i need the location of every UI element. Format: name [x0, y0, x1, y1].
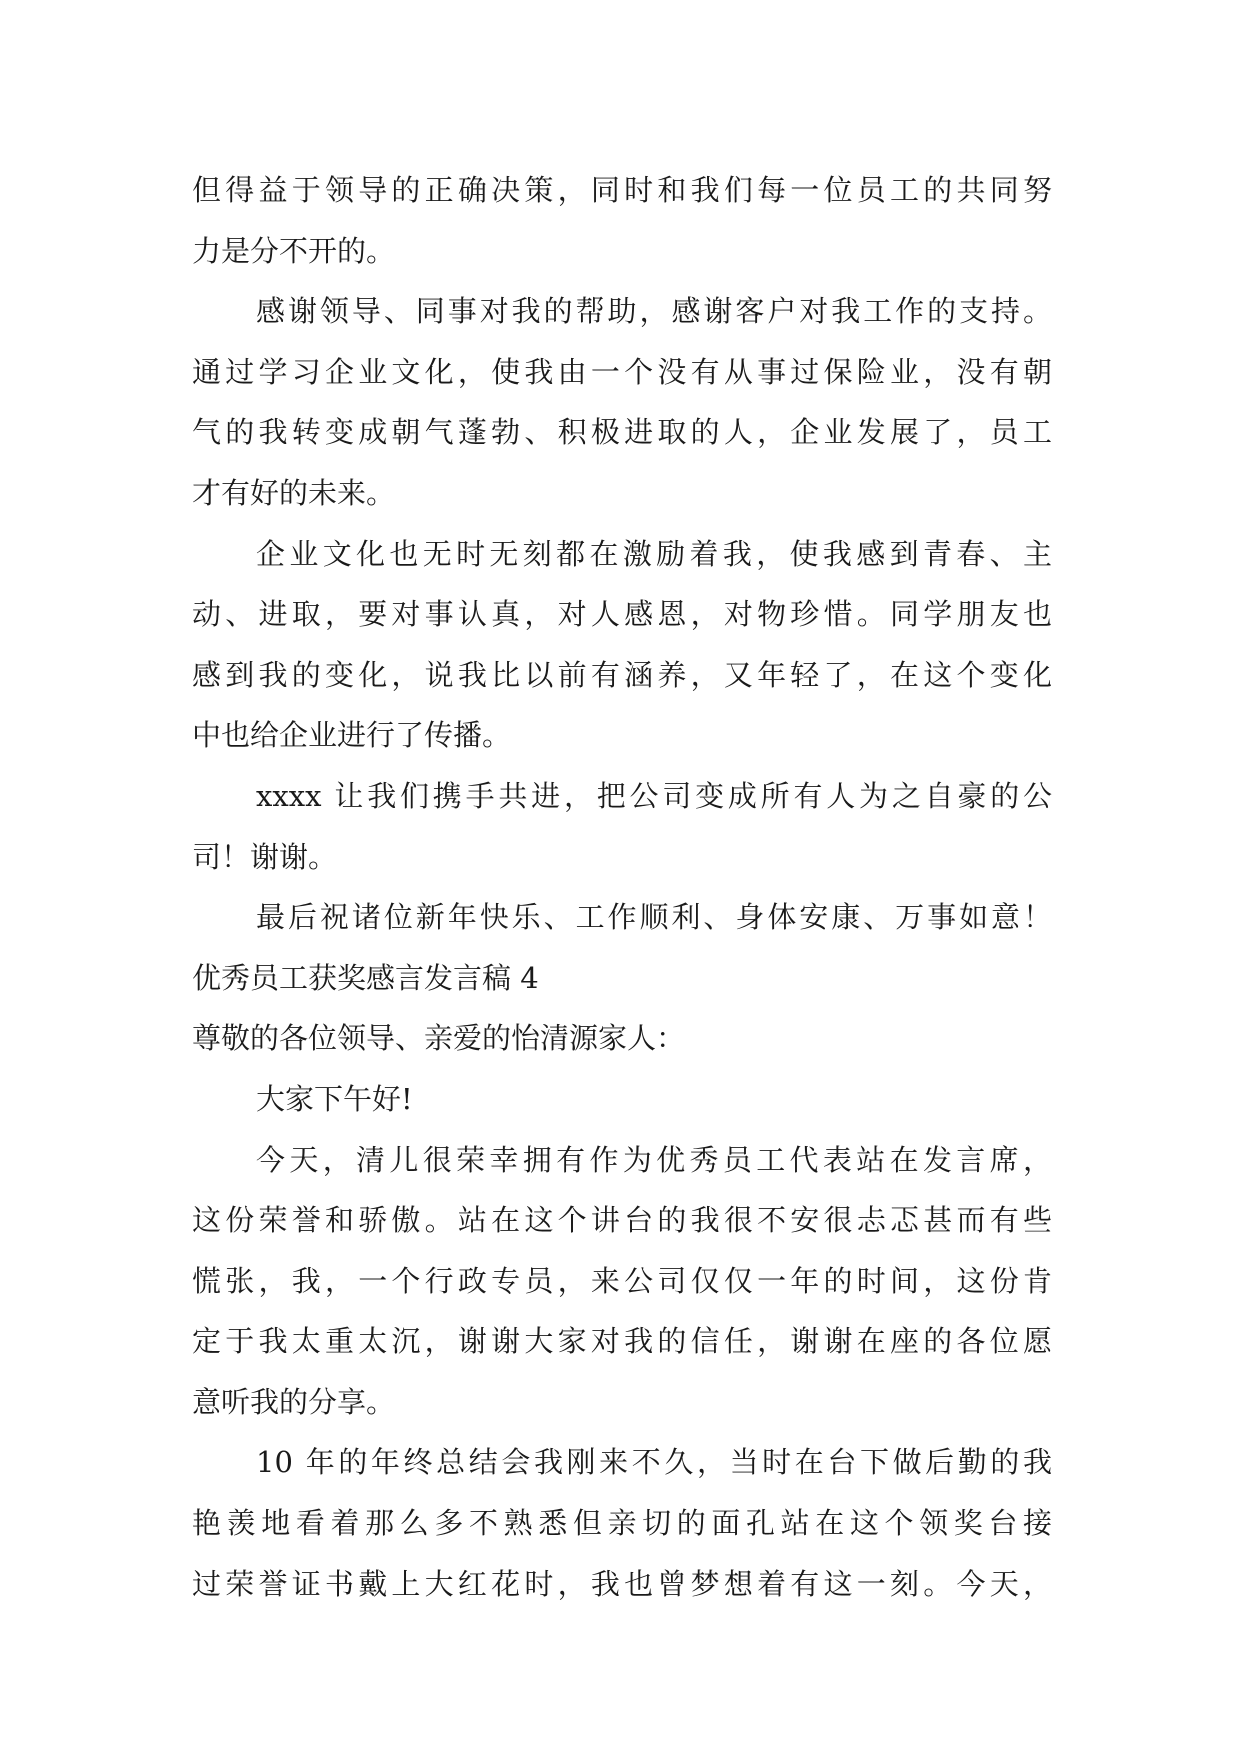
- text-line: 今天，清儿很荣幸拥有作为优秀员工代表站在发言席，: [256, 1142, 1052, 1177]
- text-line: 企业文化也无时无刻都在激励着我，使我感到青春、主: [256, 536, 1052, 571]
- text-line: 感到我的变化，说我比以前有涵养，又年轻了，在这个变化: [192, 657, 1052, 692]
- text-line: 中也给企业进行了传播。: [192, 718, 512, 753]
- text-line: 意听我的分享。: [192, 1384, 396, 1419]
- text-line: 力是分不开的。: [192, 233, 396, 268]
- text-line: 最后祝诸位新年快乐、工作顺利、身体安康、万事如意！: [256, 900, 1052, 935]
- text-line: 定于我太重太沉，谢谢大家对我的信任，谢谢在座的各位愿: [192, 1324, 1052, 1359]
- text-line: 通过学习企业文化，使我由一个没有从事过保险业，没有朝: [192, 354, 1052, 389]
- text-line: 才有好的未来。: [192, 475, 396, 510]
- text-line: 但得益于领导的正确决策，同时和我们每一位员工的共同努: [192, 173, 1052, 207]
- text-line: 优秀员工获奖感言发言稿 4: [192, 960, 539, 995]
- text-line: 气的我转变成朝气蓬勃、积极进取的人，企业发展了，员工: [192, 415, 1052, 450]
- text-line: 大家下午好!: [256, 1081, 413, 1116]
- text-line: 感谢领导、同事对我的帮助，感谢客户对我工作的支持。: [256, 294, 1052, 329]
- text-line: 艳羡地看着那么多不熟悉但亲切的面孔站在这个领奖台接: [192, 1506, 1052, 1541]
- text-line: 10 年的年终总结会我刚来不久，当时在台下做后勤的我: [256, 1445, 1052, 1480]
- document-body: [192, 160, 1052, 1614]
- text-line: 尊敬的各位领导、亲爱的怡清源家人：: [192, 1021, 686, 1056]
- text-line: 慌张，我，一个行政专员，来公司仅仅一年的时间，这份肯: [192, 1263, 1052, 1298]
- text-line: xxxx 让我们携手共进，把公司变成所有人为之自豪的公: [256, 778, 1052, 813]
- text-line: 过荣誉证书戴上大红花时，我也曾梦想着有这一刻。今天，: [192, 1566, 1052, 1601]
- text-line: 动、进取，要对事认真，对人感恩，对物珍惜。同学朋友也: [192, 597, 1052, 632]
- text-line: 这份荣誉和骄傲。站在这个讲台的我很不安很忐忑甚而有些: [192, 1203, 1052, 1238]
- text-line: 司！谢谢。: [192, 839, 338, 874]
